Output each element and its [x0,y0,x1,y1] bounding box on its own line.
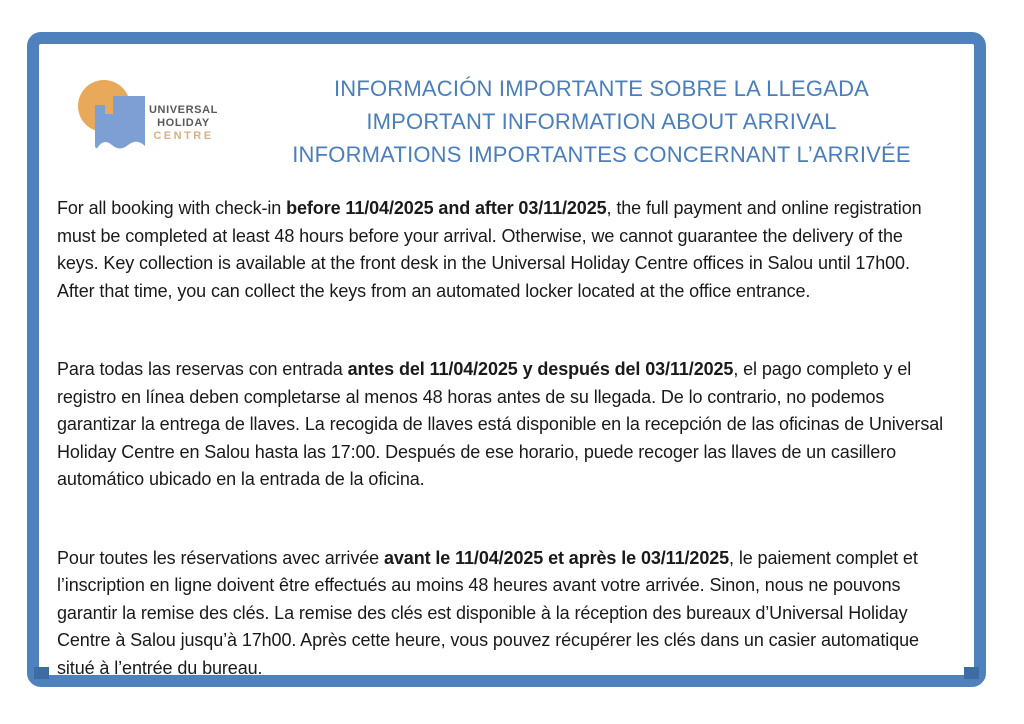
title-block [245,72,948,171]
paragraph-french: Pour toutes les réservations avec arrivée avant le 11/04/2025 et après le 03/11/2025, le paiement complet et l’inscription en ligne doivent être effectués au moins 48 heures avant votre arrivée. Sinon, nous ne pouvons garantir la remise des clés. La remise des clés est disponible à la réception des bureaux d’Universal Holiday Centre à Salou jusqu’à 17h00. Après cette heure, vous pouvez récupérer les clés dans un casier automatique situé à l’entrée du bureau. [57,547,919,678]
title-line-spanish: INFORMACIÓN IMPORTANTE SOBRE LA LLEGADA [333,76,870,101]
paragraph-spanish: Para todas las reservas con entrada antes del 11/04/2025 y después del 03/11/2025, el pago completo y el registro en línea deben completarse al menos 48 horas antes de su llegada. De lo contrario, no podemos garantizar la entrega de llaves. La recogida de llaves está disponible en la recepción de las oficinas de Universal Holiday Centre en Salou hasta las 17:00. Después de ese horario, puede recoger las llaves de un casillero automático ubicado en la entrada de la oficina. [57,359,944,489]
document-header [57,70,948,171]
title-line-english: IMPORTANT INFORMATION ABOUT ARRIVAL [366,109,837,134]
logo-text-holiday: HOLIDAY [157,116,210,129]
logo-text-universal: UNIVERSAL [149,103,218,116]
company-logo [75,80,245,158]
document-body [57,195,948,682]
logo-text-centre: CENTRE [153,129,214,142]
logo-wordmark [149,104,218,143]
title-line-french: INFORMATIONS IMPORTANTES CONCERNANT L’ARRIVÉE [292,142,911,167]
document-content [39,44,974,678]
paragraph-english: For all booking with check-in before 11/04/2025 and after 03/11/2025, the full payment and online registration must be completed at least 48 hours before your arrival. Otherwise, we cannot guarantee the delivery of the keys. Key collection is available at the front desk in the Universal Holiday Centre offices in Salou until 17h00. After that time, you can collect the keys from an automated locker located at the office entrance. [57,198,922,301]
document-frame [27,32,986,687]
sun-building-logo-icon [75,80,155,158]
